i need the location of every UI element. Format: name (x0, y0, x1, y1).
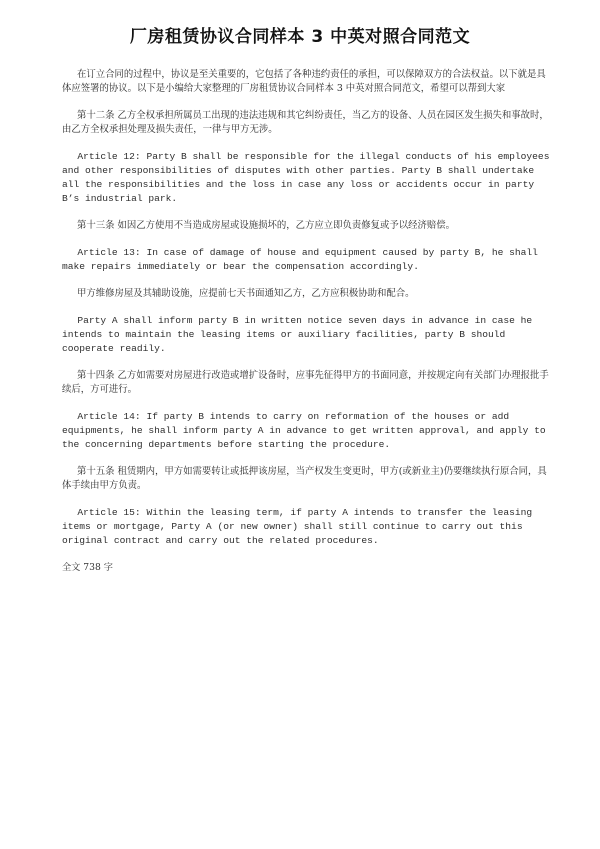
word-count: 全文 738 字 (62, 562, 113, 573)
maintenance-zh: 甲方维修房屋及其辅助设施，应提前七天书面通知乙方，乙方应积极协助和配合。 (77, 288, 415, 299)
intro-paragraph: 在订立合同的过程中，协议是至关重要的，它包括了各种违约责任的承担，可以保障双方的合法权益。以下就是具体应签署的协议。以下是小编给大家整理的厂房租赁协议合同样本 3 中英对照合同范文，希望可以帮到大家 (62, 69, 546, 94)
document-body (62, 68, 550, 575)
article-14-zh: 第十四条 乙方如需要对房屋进行改造或增扩设备时，应事先征得甲方的书面同意，并按规定向有关部门办理报批手续后，方可进行。 (62, 370, 549, 395)
article-12-en: Article 12: Party B shall be responsible for the illegal conducts of his employees and other responsibilities of disputes with other parties. Party B shall undertake all the responsibilities and the loss in case any loss or accidents occur in party B’s industrial park. (62, 151, 550, 204)
maintenance-en: Party A shall inform party B in written notice seven days in advance in case he intends to maintain the leasing items or auxiliary facilities, party B should cooperate readily. (62, 315, 533, 354)
article-15-en: Article 15: Within the leasing term, if party A intends to transfer the leasing items or mortgage, Party A (or new owner) shall still continue to carry out this original contract and carry out the related procedures. (62, 507, 533, 546)
article-12-zh: 第十二条 乙方全权承担所属员工出现的违法违规和其它纠纷责任，当乙方的设备、人员在园区发生损失和事故时，由乙方全权承担处理及损失责任，一律与甲方无涉。 (62, 110, 549, 135)
article-13-en: Article 13: In case of damage of house and equipment caused by party B, he shall make repairs immediately or bear the compensation accordingly. (62, 247, 538, 272)
article-15-zh: 第十五条 租赁期内，甲方如需要转让或抵押该房屋，当产权发生变更时，甲方(或新业主)仍要继续执行原合同，具体手续由甲方负责。 (62, 466, 547, 491)
document-title: 厂房租赁协议合同样本 3 中英对照合同范文 (129, 27, 471, 47)
article-14-en: Article 14: If party B intends to carry on reformation of the houses or add equipments, he shall inform party A in advance to get written approval, and apply to the concerning departments before starting the procedure. (62, 411, 546, 450)
article-13-zh: 第十三条 如因乙方使用不当造成房屋或设施损坏的，乙方应立即负责修复或予以经济赔偿。 (77, 220, 456, 231)
